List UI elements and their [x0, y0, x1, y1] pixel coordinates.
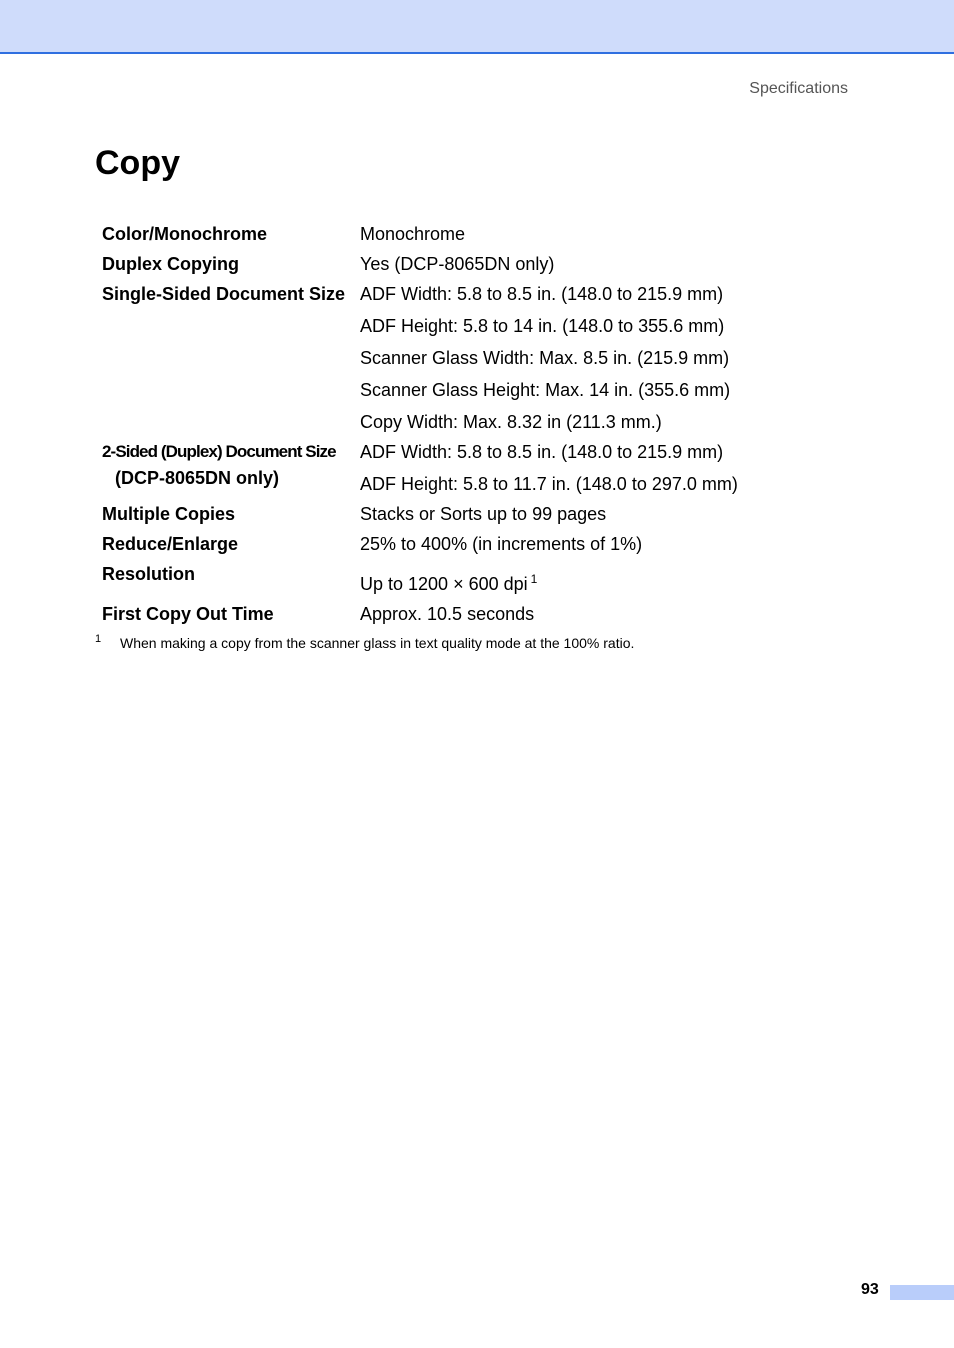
- spec-value: Stacks or Sorts up to 99 pages: [360, 504, 607, 524]
- page-tab: [890, 1285, 954, 1300]
- spec-value: Scanner Glass Width: Max. 8.5 in. (215.9 mm): [360, 348, 730, 368]
- spec-row-color: [102, 219, 802, 249]
- spec-value: Monochrome: [360, 224, 466, 244]
- spec-label-note: (DCP-8065DN only): [115, 468, 280, 488]
- spec-value: Approx. 10.5 seconds: [360, 604, 535, 624]
- spec-value: [360, 559, 802, 599]
- footnote-text: When making a copy from the scanner glass in text quality mode at the 100% ratio.: [120, 635, 635, 651]
- spec-row-reduce-enlarge: [102, 529, 802, 559]
- spec-value: ADF Width: 5.8 to 8.5 in. (148.0 to 215.9 mm): [360, 284, 724, 304]
- section-name: Specifications: [749, 80, 848, 97]
- spec-value: ADF Height: 5.8 to 14 in. (148.0 to 355.6 mm): [360, 316, 725, 336]
- spec-row-first-copy: [102, 599, 802, 629]
- spec-label: Multiple Copies: [102, 504, 236, 524]
- spec-label: Duplex Copying: [102, 254, 240, 274]
- spec-value: Yes (DCP-8065DN only): [360, 254, 555, 274]
- page-number: 93: [861, 1281, 879, 1298]
- spec-label: Color/Monochrome: [102, 224, 267, 244]
- footnote-ref[interactable]: 1: [530, 572, 538, 586]
- spec-row-resolution: [102, 559, 802, 599]
- spec-row-single-sided-size: [102, 279, 802, 437]
- resolution-text: Up to 1200 × 600 dpi: [360, 574, 528, 594]
- spec-value: ADF Width: 5.8 to 8.5 in. (148.0 to 215.9 mm): [360, 442, 724, 462]
- spec-value: Copy Width: Max. 8.32 in (211.3 mm.): [360, 412, 662, 432]
- spec-row-duplex-size: [102, 437, 802, 499]
- spec-table: [102, 219, 802, 629]
- spec-value: ADF Height: 5.8 to 11.7 in. (148.0 to 297.0 mm): [360, 474, 738, 494]
- footnote-mark: 1: [95, 633, 102, 645]
- spec-label: First Copy Out Time: [102, 604, 274, 624]
- spec-label: Single-Sided Document Size: [102, 284, 346, 304]
- spec-label: Reduce/Enlarge: [102, 534, 239, 554]
- spec-value: 25% to 400% (in increments of 1%): [360, 534, 643, 554]
- header-band: [0, 0, 954, 54]
- spec-value: Scanner Glass Height: Max. 14 in. (355.6 mm): [360, 380, 731, 400]
- spec-row-multiple-copies: [102, 499, 802, 529]
- spec-label: Resolution: [102, 564, 195, 584]
- page-title: Copy: [95, 144, 180, 182]
- spec-label: 2-Sided (Duplex) Document Size: [102, 442, 336, 461]
- spec-row-duplex-copying: [102, 249, 802, 279]
